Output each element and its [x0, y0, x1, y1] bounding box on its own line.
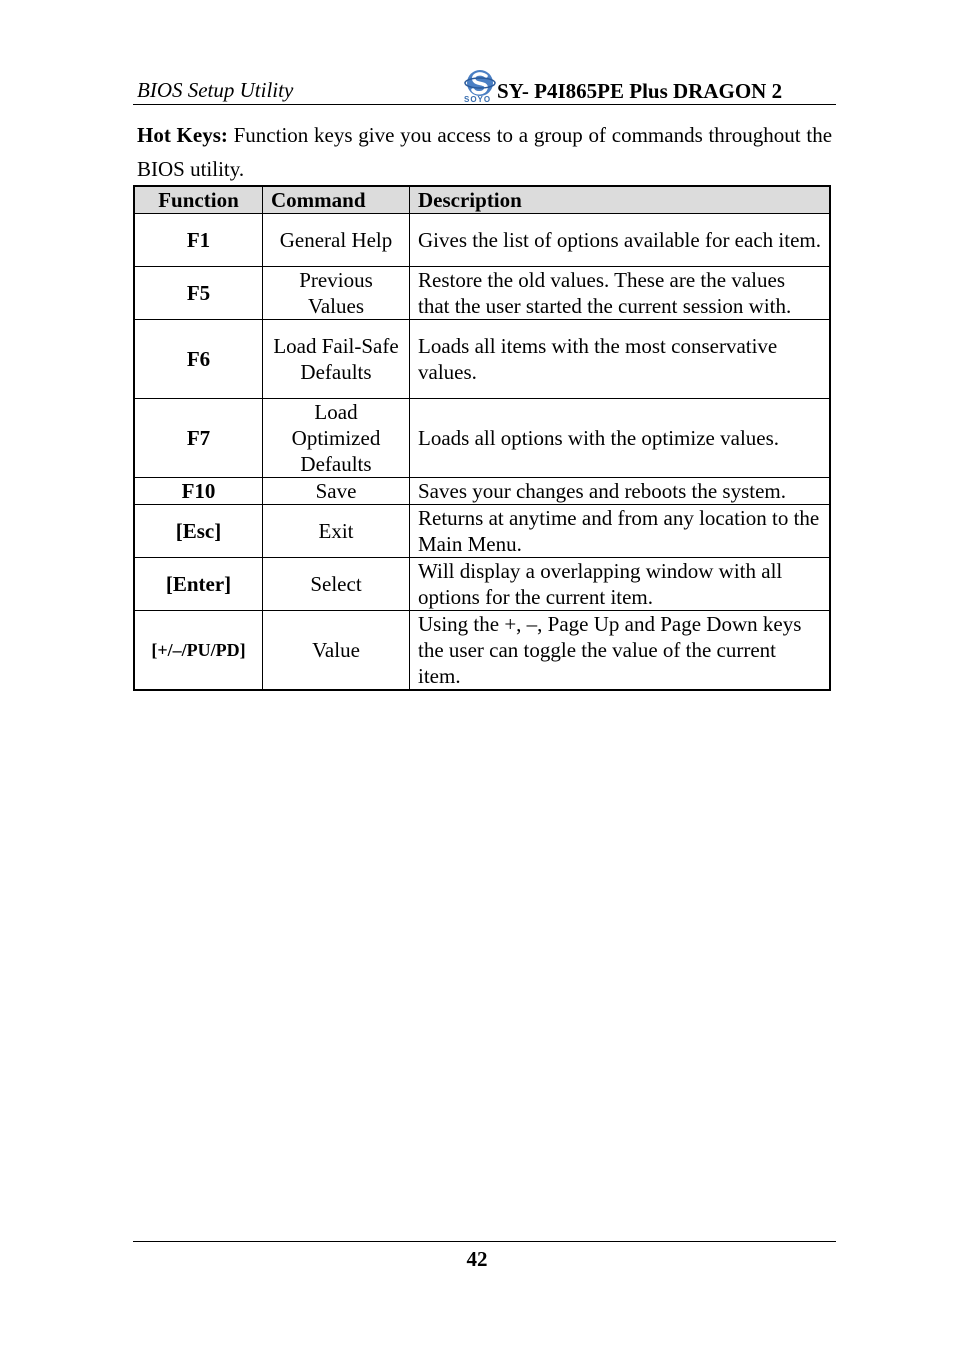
- function-cell: F6: [134, 320, 263, 399]
- function-cell: F5: [134, 267, 263, 320]
- description-cell: Gives the list of options available for each item.: [410, 214, 831, 267]
- logo-text: SOYO: [464, 95, 492, 104]
- description-cell: Restore the old values. These are the values that the user started the current session with.: [410, 267, 831, 320]
- header-brand: [463, 68, 782, 106]
- table-row: [134, 320, 830, 399]
- command-cell: Load Fail-Safe Defaults: [263, 320, 410, 399]
- soyo-logo-icon: [463, 68, 497, 98]
- table-row: [134, 267, 830, 320]
- footer-divider: [133, 1241, 836, 1242]
- description-cell: Using the +, –, Page Up and Page Down keys the user can toggle the value of the current item.: [410, 611, 831, 691]
- header-title: BIOS Setup Utility: [137, 78, 294, 102]
- description-cell: Loads all options with the optimize values.: [410, 399, 831, 478]
- header-command: Command: [263, 186, 410, 214]
- intro-text: Function keys give you access to a group of commands throughout the BIOS utility.: [137, 123, 833, 181]
- function-cell: F10: [134, 478, 263, 505]
- command-cell: Value: [263, 611, 410, 691]
- table-row: [134, 505, 830, 558]
- table-row: [134, 611, 830, 691]
- function-cell: [+/–/PU/PD]: [134, 611, 263, 691]
- table-row: [134, 399, 830, 478]
- page-number: 42: [466, 1247, 488, 1271]
- description-cell: Loads all items with the most conservative values.: [410, 320, 831, 399]
- table-row: [134, 478, 830, 505]
- intro-lead: Hot Keys:: [137, 123, 228, 147]
- command-cell: Load Optimized Defaults: [263, 399, 410, 478]
- model-name: SY- P4I865PE Plus DRAGON 2: [497, 78, 783, 103]
- soyo-logo: [463, 68, 497, 106]
- header-function: Function: [134, 186, 263, 214]
- description-cell: Saves your changes and reboots the system.: [410, 478, 831, 505]
- hotkeys-table: [133, 185, 831, 691]
- function-cell: F7: [134, 399, 263, 478]
- function-cell: F1: [134, 214, 263, 267]
- command-cell: General Help: [263, 214, 410, 267]
- table-header-row: [134, 186, 830, 214]
- header-description: Description: [410, 186, 831, 214]
- function-cell: [Esc]: [134, 505, 263, 558]
- command-cell: Previous Values: [263, 267, 410, 320]
- header-divider: [133, 104, 836, 105]
- command-cell: Save: [263, 478, 410, 505]
- table-row: [134, 558, 830, 611]
- command-cell: Select: [263, 558, 410, 611]
- command-cell: Exit: [263, 505, 410, 558]
- function-cell: [Enter]: [134, 558, 263, 611]
- description-cell: Returns at anytime and from any location to the Main Menu.: [410, 505, 831, 558]
- intro-paragraph: [137, 118, 832, 186]
- table-row: [134, 214, 830, 267]
- description-cell: Will display a overlapping window with all options for the current item.: [410, 558, 831, 611]
